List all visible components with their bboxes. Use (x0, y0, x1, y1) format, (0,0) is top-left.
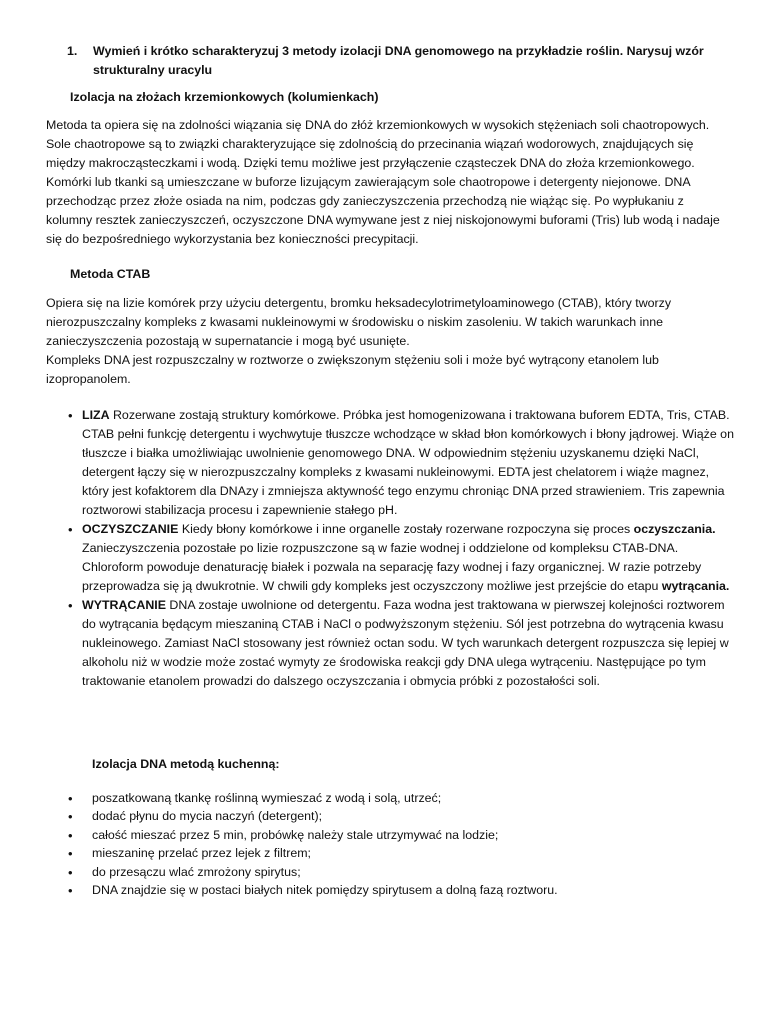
list-item (46, 596, 736, 691)
question-title (67, 42, 747, 80)
section-heading-ctab: Metoda CTAB (70, 267, 151, 281)
list-item: • dodać płynu do mycia naczyń (detergent); (46, 808, 736, 826)
silica-paragraph: Metoda ta opiera się na zdolności wiązania się DNA do złóż krzemionkowych w wysokich stężeniach soli chaotropowych. Sole chaotropowe są to związki charakteryzujące się zdolnością do przecinania wiązań wodorowych, znajdujących się między makrocząsteczkami i wodą. Dzięki temu możliwe jest przyłączenie cząsteczek DNA do złoża krzemionkowego. Komórki lub tkanki są umieszczane w buforze lizującym zawierającym sole chaotropowe i detergenty niejonowe. DNA przechodząc przez złoże osiada na nim, podczas gdy zanieczyszczenia przechodzą nie wiążąc się. Po wypłukaniu z kolumny resztek zanieczyszczeń, oczyszczone DNA wymywane jest z niej niskojonowymi buforami (Tris) lub wodą i nadaje się do bezpośredniego wykorzystania bez konieczności precypitacji. (46, 118, 720, 246)
ctab-paragraph-1: Opiera się na lizie komórek przy użyciu detergentu, bromku heksadecylotrimetyloaminowego (CTAB), który tworzy nierozpuszczalny kompleks z kwasami nukleinowymi w środowisku o niskim zasoleniu. W takich warunkach inne zanieczyszczenia pozostają w supernatancie i mogą być usunięte. (46, 296, 672, 348)
list-item: • do przesączu wlać zmrożony spirytus; (46, 864, 736, 882)
bullet-icon (46, 864, 92, 882)
bullet-icon (46, 845, 92, 863)
bullet-icon (46, 882, 92, 900)
bullet-icon (46, 406, 82, 520)
list-item: • mieszaninę przelać przez lejek z filtrem; (46, 845, 736, 863)
ctab-paragraph (46, 294, 726, 389)
step-text-wytracanie: DNA zostaje uwolnione od detergentu. Faza wodna jest traktowana w pierwszej kolejności roztworem do wytrącania będącym mieszaniną CTAB i NaCl o podwyższonym stężeniu. Sól jest potrzebna do wytrącenia kwasu nukleinowego. Zamiast NaCl stosowany jest również octan sodu. W tych warunkach detergent rozpuszcza się lepiej w alkoholu niż w wodzie może zostać wymyty ze środowiska reakcji gdy DNA ulega wytrąceniu. Następujące po tym traktowanie etanolem prowadzi do dalszego oczyszczania i obmycia próbki z pozostałości soli. (82, 598, 729, 688)
section-heading-silica: Izolacja na złożach krzemionkowych (kolumienkach) (70, 90, 379, 104)
bullet-icon (46, 808, 92, 826)
question-number: 1. (67, 44, 78, 58)
list-item: • całość mieszać przez 5 min, probówkę należy stale utrzymywać na lodzie; (46, 827, 736, 845)
section-heading-kitchen: Izolacja DNA metodą kuchenną: (92, 757, 280, 771)
step-label-wytracanie: WYTRĄCANIE (82, 598, 166, 612)
list-item: • OCZYSZCZANIE Kiedy błony komórkowe i inne organelle zostały rozerwane rozpoczyna się proces oczyszczania. Zanieczyszczenia pozostałe po lizie rozpuszczone są w fazie wodnej i oddzielone od kompleksu CTAB-DNA. Chloroform powoduje denaturację białek i pozwala na separację fazy wodnej i fazy organicznej. W razie potrzeby przeprowadza się ją dwukrotnie. W chwili gdy kompleks jest oczyszczony możliwe jest przejście do etapu wytrącania. (46, 520, 736, 596)
step-label-liza: LIZA (82, 408, 110, 422)
list-item: • DNA znajdzie się w postaci białych nitek pomiędzy spirytusem a dolną fazą roztworu. (46, 882, 736, 900)
list-item (46, 406, 736, 520)
bullet-icon (46, 827, 92, 845)
step-label-oczyszczanie: OCZYSZCZANIE (82, 522, 179, 536)
bullet-icon (46, 790, 92, 808)
bullet-icon (46, 596, 82, 691)
ctab-paragraph-2: Kompleks DNA jest rozpuszczalny w roztworze o zwiększonym stężeniu soli i może być wytrącony etanolem lub izopropanolem. (46, 353, 659, 386)
question-text: Wymień i krótko scharakteryzuj 3 metody izolacji DNA genomowego na przykładzie roślin. Narysuj wzór strukturalny uracylu (93, 44, 704, 77)
kitchen-steps-list (46, 790, 736, 900)
list-item: • poszatkowaną tkankę roślinną wymieszać z wodą i solą, utrzeć; (46, 790, 736, 808)
ctab-steps-list (46, 406, 736, 691)
step-text-liza: Rozerwane zostają struktury komórkowe. Próbka jest homogenizowana i traktowana buforem EDTA, Tris, CTAB. CTAB pełni funkcję detergentu i wychwytuje tłuszcze wchodzące w skład błon komórkowych i błony jądrowej. Wiąże on tłuszcze i białka umożliwiając uwolnienie genomowego DNA. W odpowiednim stężeniu uzyskanemu dzięki NaCl, detergent łączy się w nierozpuszczalny kompleks z kwasami nukleinowymi. EDTA jest chelatorem i wiąże magnez, który jest kofaktorem dla DNAzy i zmniejsza aktywność tego enzymu chroniąc DNA przed strawieniem. Tris zapewnia roztworowi stabilizacja procesu i zapewnienie stałego pH. (82, 408, 734, 517)
bullet-icon (46, 520, 82, 596)
